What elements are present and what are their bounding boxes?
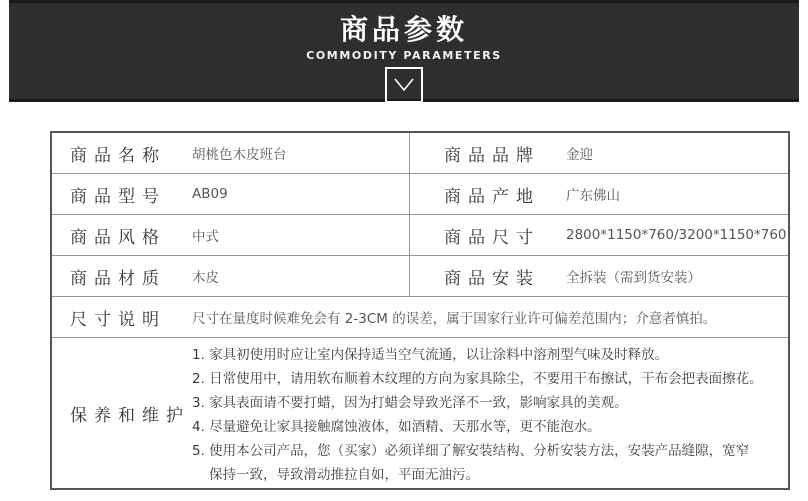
header-banner	[9, 0, 799, 102]
chevron-down-icon	[385, 67, 423, 103]
maintenance-line: 4. 尽量避免让家具接触腐蚀液体，如酒精、天那水等，更不能泡水。	[192, 419, 601, 435]
page-title: 商品参数	[339, 13, 468, 46]
cell-style	[52, 215, 410, 255]
page-subtitle: COMMODITY PARAMETERS	[306, 49, 502, 62]
spec-row-material-install	[52, 256, 788, 297]
origin-label: 商品产地	[444, 186, 540, 207]
style-label: 商品风格	[70, 227, 166, 248]
cell-installation	[410, 256, 788, 296]
material-label: 商品材质	[70, 268, 166, 289]
cell-brand	[410, 133, 788, 173]
size-value: 2800*1150*760/3200*1150*760	[566, 227, 787, 243]
size-note-label: 尺寸说明	[70, 309, 166, 330]
spec-row-style-size	[52, 215, 788, 256]
maintenance-label: 保养和维护	[70, 405, 190, 426]
spec-row-name-brand	[52, 133, 788, 174]
maintenance-line: 1. 家具初使用时应让室内保持适当空气流通，以让涂料中溶剂型气味及时释放。	[192, 347, 669, 363]
cell-size	[410, 215, 788, 255]
style-value: 中式	[192, 229, 219, 245]
spec-row-model-origin	[52, 174, 788, 215]
maintenance-line: 3. 家具表面请不要打蜡，因为打蜡会导致光泽不一致，影响家具的美观。	[192, 395, 628, 411]
installation-value: 全拆装（需到货安装）	[566, 270, 701, 286]
maintenance-line-continuation: 保持一致，导致滑动推拉自如，平面无油污。	[209, 467, 479, 483]
size-label: 商品尺寸	[444, 227, 540, 248]
cell-product-name	[52, 133, 410, 173]
model-value: AB09	[192, 186, 228, 202]
brand-label: 商品品牌	[444, 145, 540, 166]
origin-value: 广东佛山	[566, 188, 620, 204]
brand-value: 金迎	[566, 147, 593, 163]
spec-row-size-note	[52, 297, 788, 338]
product-name-label: 商品名称	[70, 145, 166, 166]
maintenance-content	[192, 338, 788, 488]
material-value: 木皮	[192, 270, 219, 286]
cell-model	[52, 174, 410, 214]
installation-label: 商品安装	[444, 268, 540, 289]
size-note-value: 尺寸在量度时候难免会有 2-3CM 的误差，属于国家行业许可偏差范围内；介意者慎拍。	[192, 311, 717, 327]
product-spec-table	[50, 131, 790, 490]
cell-material	[52, 256, 410, 296]
model-label: 商品型号	[70, 186, 166, 207]
maintenance-line: 2. 日常使用中，请用软布顺着木纹理的方向为家具除尘，不要用干布擦试，干布会把表面擦花。	[192, 371, 763, 387]
spec-row-maintenance	[52, 338, 788, 488]
cell-origin	[410, 174, 788, 214]
cell-maintenance-label	[52, 338, 192, 488]
maintenance-line: 5. 使用本公司产品，您（买家）必须详细了解安装结构、分析安装方法，安装产品缝隙，宽窄	[192, 443, 750, 459]
product-name-value: 胡桃色木皮班台	[192, 147, 287, 163]
cell-size-note	[52, 297, 788, 337]
